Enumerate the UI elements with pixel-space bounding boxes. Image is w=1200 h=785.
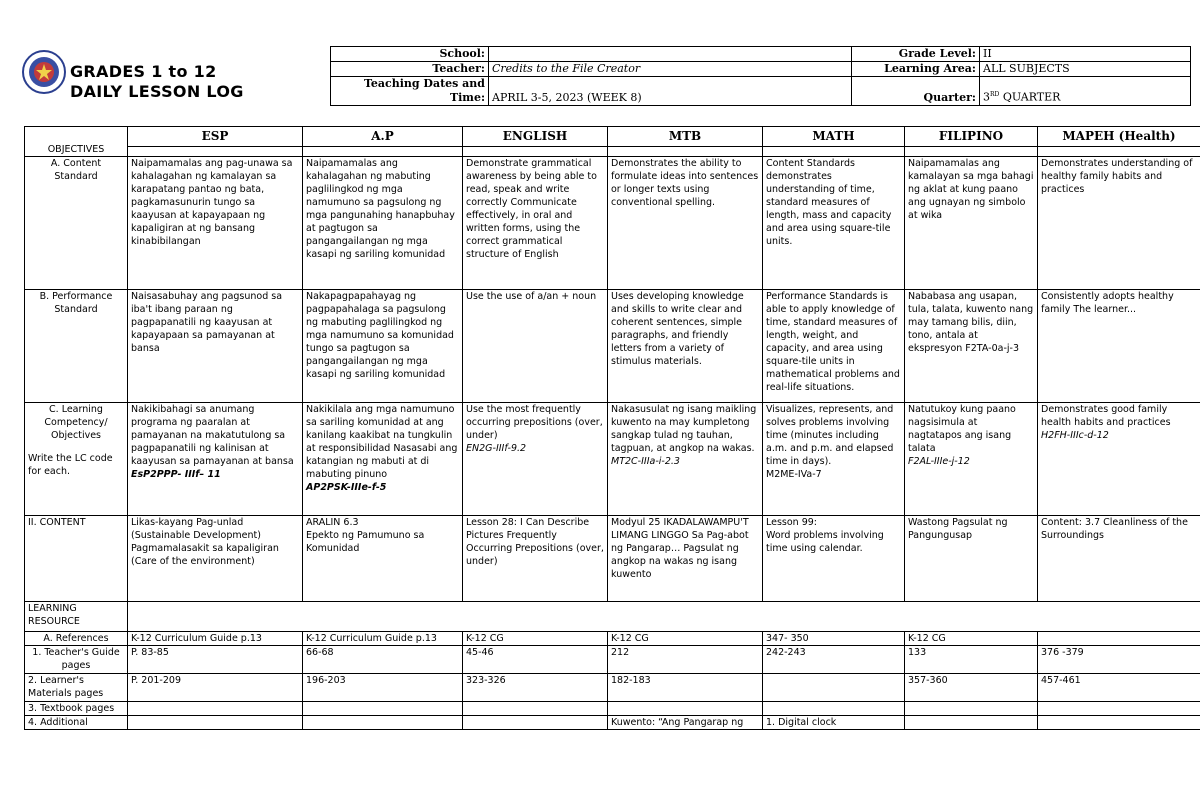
- competency-mtb-code: MT2C-IIIa-i-2.3: [611, 456, 680, 467]
- header-info-table: [330, 46, 1191, 106]
- competency-esp: Nakikibahagi sa anumang programa ng paaralan at pamayanan na makatutulong sa pagpapanatili ng kalinisan at kaayusan sa pamayanan at bansa EsP2PPP- IIIf– 11: [128, 403, 303, 516]
- content-standard-ap: Naipamamalas ang kahalagahan ng mabuting paglilingkod ng mga namumuno sa pagsulong ng mga pangunahing hanapbuhay at pagtugon sa pangangailangan ng mga kasapi ng sariling komunidad: [303, 157, 463, 290]
- grade-level-label: Grade Level:: [852, 47, 980, 62]
- col-header-mapeh: MAPEH (Health): [1038, 127, 1200, 147]
- table-row: [25, 674, 1200, 702]
- references-esp: K-12 Curriculum Guide p.13: [128, 632, 303, 646]
- teachers-guide-ap: 66-68: [303, 646, 463, 674]
- references-english: K-12 CG: [463, 632, 608, 646]
- learners-materials-esp: P. 201-209: [128, 674, 303, 702]
- teachers-guide-filipino: 133: [905, 646, 1038, 674]
- content-standard-esp: Naipamamalas ang pag-unawa sa kahalagahan ng kamalayan sa karapatang pantao ng bata, pagkamasunurin tungo sa kaayusan at kapayapaan ng kapaligiran at ng bansang kinabibilangan: [128, 157, 303, 290]
- teacher-label: Teacher:: [331, 62, 489, 77]
- quarter-label: Quarter:: [852, 77, 980, 106]
- title-line-1: GRADES 1 to 12: [70, 62, 217, 81]
- competency-mapeh: Demonstrates good family health habits and practices H2FH-IIIc-d-12: [1038, 403, 1200, 516]
- content-english: Lesson 28: I Can Describe Pictures Frequently Occurring Prepositions (over, under): [463, 516, 608, 602]
- school-label: School:: [331, 47, 489, 62]
- additional-label: 4. Additional: [25, 716, 128, 730]
- teachers-guide-mtb: 212: [608, 646, 763, 674]
- learners-materials-mtb: 182-183: [608, 674, 763, 702]
- competency-filipino-code: F2AL-IIIe-j-12: [908, 456, 970, 467]
- content-esp: Likas-kayang Pag-unlad (Sustainable Development) Pagmamalasakit sa kapaligiran (Care of the environment): [128, 516, 303, 602]
- references-mapeh: [1038, 632, 1200, 646]
- teaching-dates-label: Teaching Dates and Time:: [331, 77, 489, 106]
- competency-ap: Nakikilala ang mga namumuno sa sariling komunidad at ang kanilang kaakibat na tungkulin at responsibilidad Nasasabi ang katangian ng mabuti at di mabuting pinuno AP2PSK-IIIe-f-5: [303, 403, 463, 516]
- teaching-dates-value: APRIL 3-5, 2023 (WEEK 8): [489, 77, 852, 106]
- additional-mtb: Kuwento: “Ang Pangarap ng: [608, 716, 763, 730]
- col-header-objectives: OBJECTIVES: [25, 127, 128, 157]
- document-title: [70, 62, 244, 102]
- grade-level-value: II: [980, 47, 1191, 62]
- table-row: [25, 516, 1200, 602]
- col-header-english: ENGLISH: [463, 127, 608, 147]
- learners-materials-english: 323-326: [463, 674, 608, 702]
- competency-esp-code: EsP2PPP- IIIf– 11: [131, 469, 221, 480]
- teachers-guide-esp: P. 83-85: [128, 646, 303, 674]
- performance-standard-math: Performance Standards is able to apply knowledge of time, standard measures of length, weight, and capacity, and area using square-tile units in mathematical problems and real-life situations.: [763, 290, 905, 403]
- learning-resource-label: LEARNING RESOURCE: [25, 602, 128, 632]
- teachers-guide-math: 242-243: [763, 646, 905, 674]
- competency-math: Visualizes, represents, and solves problems involving time (minutes including a.m. and p.m. and elapsed time in days). M2ME-IVa-7: [763, 403, 905, 516]
- content-mapeh: Content: 3.7 Cleanliness of the Surroundings: [1038, 516, 1200, 602]
- content-ap: ARALIN 6.3 Epekto ng Pamumuno sa Komunidad: [303, 516, 463, 602]
- content-label: II. CONTENT: [25, 516, 128, 602]
- table-row: [25, 403, 1200, 516]
- performance-standard-label: B. Performance Standard: [25, 290, 128, 403]
- competency-mtb: Nakasusulat ng isang maikling kuwento na may kumpletong sangkap tulad ng tauhan, tagpuan, at angkop na wakas. MT2C-IIIa-i-2.3: [608, 403, 763, 516]
- references-label: A. References: [25, 632, 128, 646]
- col-header-mtb: MTB: [608, 127, 763, 147]
- teachers-guide-label: 1. Teacher's Guide pages: [25, 646, 128, 674]
- references-filipino: K-12 CG: [905, 632, 1038, 646]
- performance-standard-filipino: Nababasa ang usapan, tula, talata, kuwento nang may tamang bilis, diin, tono, antala at ekspresyon F2TA-0a-j-3: [905, 290, 1038, 403]
- competency-english: Use the most frequently occurring prepositions (over, under) EN2G-IIIf-9.2: [463, 403, 608, 516]
- references-ap: K-12 Curriculum Guide p.13: [303, 632, 463, 646]
- table-row: [25, 646, 1200, 674]
- competency-english-code: EN2G-IIIf-9.2: [466, 443, 527, 454]
- learners-materials-filipino: 357-360: [905, 674, 1038, 702]
- learners-materials-ap: 196-203: [303, 674, 463, 702]
- table-row: [25, 716, 1200, 730]
- table-row: [25, 702, 1200, 716]
- performance-standard-mapeh: Consistently adopts healthy family The learner...: [1038, 290, 1200, 403]
- deped-seal-logo: [22, 50, 66, 94]
- table-row: [25, 632, 1200, 646]
- learners-materials-math: [763, 674, 905, 702]
- table-row: [25, 290, 1200, 403]
- content-standard-math: Content Standards demonstrates understanding of time, standard measures of length, mass and capacity and area using square-tile units.: [763, 157, 905, 290]
- additional-math: 1. Digital clock: [763, 716, 905, 730]
- competency-mapeh-code: H2FH-IIIc-d-12: [1041, 430, 1109, 441]
- learners-materials-label: 2. Learner's Materials pages: [25, 674, 128, 702]
- table-row: [25, 157, 1200, 290]
- teacher-value: Credits to the File Creator: [489, 62, 852, 77]
- references-mtb: K-12 CG: [608, 632, 763, 646]
- table-row: [25, 602, 1200, 632]
- teachers-guide-mapeh: 376 -379: [1038, 646, 1200, 674]
- competency-ap-code: AP2PSK-IIIe-f-5: [306, 482, 387, 493]
- col-header-ap: A.P: [303, 127, 463, 147]
- learning-area-label: Learning Area:: [852, 62, 980, 77]
- teachers-guide-english: 45-46: [463, 646, 608, 674]
- textbook-label: 3. Textbook pages: [25, 702, 128, 716]
- performance-standard-ap: Nakapagpapahayag ng pagpapahalaga sa pagsulong ng mabuting paglilingkod ng mga namumuno sa komunidad tungo sa pagtugon sa pangangailangan ng mga kasapi ng sariling komunidad: [303, 290, 463, 403]
- content-standard-label: A. Content Standard: [25, 157, 128, 290]
- content-math: Lesson 99: Word problems involving time using calendar.: [763, 516, 905, 602]
- title-line-2: DAILY LESSON LOG: [70, 82, 244, 101]
- col-header-filipino: FILIPINO: [905, 127, 1038, 147]
- content-standard-english: Demonstrate grammatical awareness by being able to read, speak and write correctly Communicate effectively, in oral and written forms, using the correct grammatical structure of English: [463, 157, 608, 290]
- content-standard-mtb: Demonstrates the ability to formulate ideas into sentences or longer texts using conventional spelling.: [608, 157, 763, 290]
- competency-math-code: M2ME-IVa-7: [766, 469, 822, 480]
- content-standard-mapeh: Demonstrates understanding of healthy family habits and practices: [1038, 157, 1200, 290]
- content-filipino: Wastong Pagsulat ng Pangungusap: [905, 516, 1038, 602]
- content-standard-filipino: Naipamamalas ang kamalayan sa mga bahagi ng aklat at kung paano ang ugnayan ng simbolo at wika: [905, 157, 1038, 290]
- competency-label: C. Learning Competency/ Objectives Write the LC code for each.: [25, 403, 128, 516]
- learners-materials-mapeh: 457-461: [1038, 674, 1200, 702]
- competency-filipino: Natutukoy kung paano nagsisimula at nagtatapos ang isang talata F2AL-IIIe-j-12: [905, 403, 1038, 516]
- performance-standard-english: Use the use of a/an + noun: [463, 290, 608, 403]
- learning-area-value: ALL SUBJECTS: [980, 62, 1191, 77]
- performance-standard-mtb: Uses developing knowledge and skills to write clear and coherent sentences, simple paragraphs, and friendly letters from a variety of stimulus materials.: [608, 290, 763, 403]
- references-math: 347- 350: [763, 632, 905, 646]
- col-header-esp: ESP: [128, 127, 303, 147]
- lesson-log-table: [24, 126, 1200, 730]
- quarter-value: 3RD QUARTER: [980, 77, 1191, 106]
- school-value: [489, 47, 852, 62]
- content-mtb: Modyul 25 IKADALAWAMPU'T LIMANG LINGGO Sa Pag-abot ng Pangarap… Pagsulat ng angkop na wakas ng isang kuwento: [608, 516, 763, 602]
- performance-standard-esp: Naisasabuhay ang pagsunod sa iba't ibang paraan ng pagpapanatili ng kaayusan at kapayapaan sa pamayanan at bansa: [128, 290, 303, 403]
- col-header-math: MATH: [763, 127, 905, 147]
